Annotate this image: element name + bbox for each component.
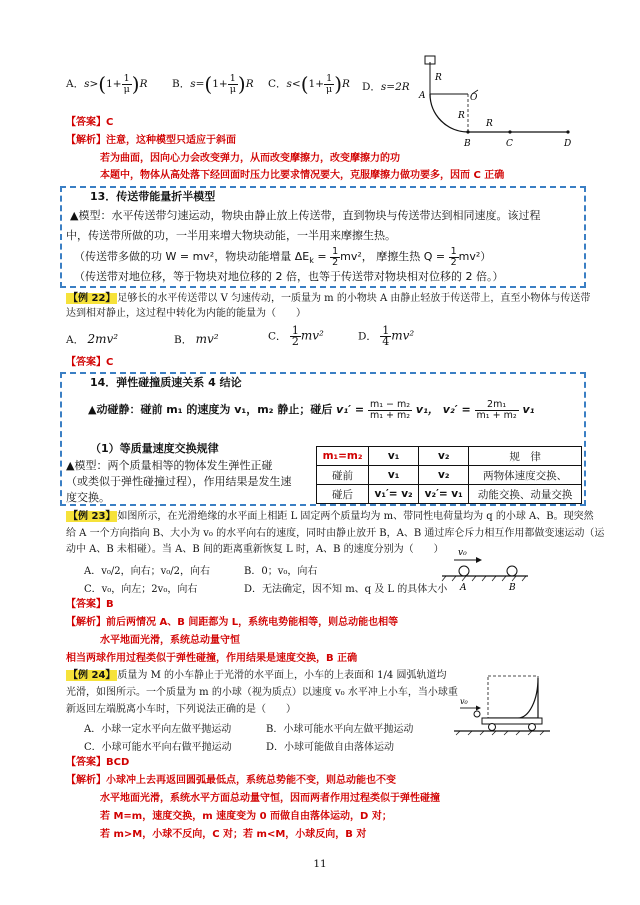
option-value: mv² [300, 328, 324, 343]
frac-den: μ [229, 83, 236, 95]
table-cell: v₂ [419, 466, 469, 485]
cart-arc-figure [452, 672, 552, 736]
label-r-top: R [435, 73, 442, 83]
box13-formula [74, 246, 491, 272]
table-header-cell: 规 律 [469, 447, 582, 466]
v1-prime: v₁′ = [336, 403, 365, 416]
label-c: C [506, 139, 513, 149]
table-row [317, 485, 582, 504]
table-header-cell: v₂ [419, 447, 469, 466]
table-cell: v₁′= v₂ [369, 485, 419, 504]
ex24-option-d: D．小球可能做自由落体运动 [266, 742, 395, 753]
ex24-line1 [66, 669, 446, 683]
frac-den: 2 [291, 335, 299, 348]
ex23-text: 如图所示，在光滑绝缘的水平面上相距 L 固定两个质量均为 m、带同性电荷量均为 q 的小球 A、B。现突然 [117, 511, 594, 522]
table-cell: 碰后 [317, 485, 369, 504]
page-number: 11 [313, 858, 327, 870]
box13-line4: （传送带对地位移，等于物块对地位移的 2 倍，也等于传送带对物块相对位移的 2 倍。） [74, 270, 504, 283]
table-cell: 动能交换、动量交换 [469, 485, 582, 504]
frac-num: 1 [291, 324, 299, 337]
ex22-option-d [358, 326, 414, 347]
frac-num: 1 [228, 74, 238, 85]
ex22-option-b [174, 332, 219, 347]
frac-den: m₁ + m₂ [476, 409, 517, 421]
example-tag: 【例 24】 [68, 670, 116, 681]
ex24-line3: 新返回左端脱离小车时，下列说法正确的是（ ） [66, 704, 296, 715]
option-label: A． [66, 334, 85, 346]
ex22-line2: 达到相对静止，这过程中转化为内能的能量为（ ） [66, 308, 306, 319]
option-label: C． [268, 78, 287, 90]
ex22-line1 [66, 292, 590, 306]
option-value: mv² [195, 332, 219, 346]
box14-model-2: （或类似于弹性碰撞过程），作用结果是发生速 [66, 475, 292, 488]
label-v0: v₀ [458, 548, 467, 558]
ex24-analysis-2: 水平地面光滑，系统水平方面总动量守恒，因而两者作用过程类似于弹性碰撞 [100, 793, 440, 804]
table-cell: 碰前 [317, 466, 369, 485]
frac-num: 1 [450, 245, 457, 257]
relation: s= [190, 78, 205, 90]
option-label: A． [66, 78, 85, 90]
ex24-analysis-3: 若 M=m，速度交换，m 速度变为 0 而做自由落体运动，D 对； [100, 811, 392, 822]
frac-num: m₁ − m₂ [369, 398, 411, 410]
ex24-analysis-4: 若 m>M，小球不反向，C 对；若 m<M，小球反向，B 对 [100, 829, 367, 840]
label-a: A [460, 583, 467, 592]
r: R [245, 78, 254, 90]
r: R [342, 78, 350, 90]
option-value: mv² [391, 328, 415, 343]
frac-num: 1 [324, 74, 334, 85]
box13-line1: ▲模型：水平传送带匀速运动，物块由静止放上传送带，直到物块与传送带达到相同速度。该过程 [70, 209, 541, 222]
ex23-option-d: D．无法确定，因不知 m、q 及 L 的具体大小 [244, 584, 448, 595]
label-d: D [564, 139, 572, 149]
label-b: B [509, 583, 516, 592]
velocity-exchange-table [316, 446, 582, 504]
option-label: D． [358, 330, 377, 343]
box13-line2: 中，传送带所做的功，一半用来增大物块动能，一半用来摩擦生热。 [66, 229, 396, 242]
ex23-option-a: A．v₀/2，向右；v₀/2，向右 [84, 566, 211, 577]
ex24-text: 质量为 M 的小车静止于光滑的水平面上，小车的上表面和 1/4 圆弧轨道均 [117, 670, 447, 681]
prev-option-d [362, 79, 410, 94]
ex24-option-b: B．小球可能水平向左做平抛运动 [266, 724, 414, 735]
ex23-analysis-2: 水平地面光滑，系统总动量守恒 [100, 635, 240, 646]
option-value: s=2R [380, 81, 410, 93]
prev-option-b: B．s=(1+ $\frac{1}{\mu}$ )R [172, 72, 254, 96]
box14-title: 14．弹性碰撞质速关系 4 结论 [90, 376, 242, 389]
ex23-option-b: B．0；v₀，向右 [244, 566, 318, 577]
label-a: A [419, 91, 426, 101]
box14-model-3: 度交换。 [66, 491, 110, 504]
frac-den: μ [123, 83, 130, 95]
one: 1+ [212, 78, 228, 90]
label-v0: v₀ [460, 697, 468, 706]
frac-den: 2 [450, 256, 457, 268]
frac-den: μ [326, 83, 333, 95]
ex24-option-a: A．小球一定水平向左做平抛运动 [84, 724, 232, 735]
box14-subtitle: （1）等质量速度交换规律 [90, 442, 219, 455]
box14-model-1: ▲模型：两个质量相等的物体发生弹性正碰 [66, 459, 273, 472]
ex23-line1 [66, 510, 594, 524]
one: 1+ [308, 78, 325, 90]
label-b: B [464, 139, 471, 149]
table-row [317, 447, 582, 466]
r: R [139, 78, 148, 90]
option-label: C． [268, 330, 287, 343]
formula-part-c: mv²， 摩擦生热 Q = [340, 250, 449, 263]
frac-num: 1 [122, 74, 132, 85]
table-cell: 两物体速度交换、 [469, 466, 582, 485]
option-label: B． [172, 78, 191, 90]
ex24-option-c: C．小球可能水平向右做平抛运动 [84, 742, 232, 753]
relation: s< [286, 78, 301, 90]
ex24-line2: 光滑，如图所示。一个质量为 m 的小球（视为质点）以速度 v₀ 水平冲上小车，当小球重 [66, 687, 458, 698]
prev-analysis-2: 若为曲面，因向心力会改变弹力，从而改变摩擦力，改变摩擦力的功 [100, 153, 400, 164]
prev-option-c: C．s<(1+ $\frac{1}{\mu}$ )R [268, 72, 350, 96]
formula-sub-k: k [309, 256, 314, 266]
frac-num: 1 [382, 324, 390, 337]
example-tag: 【例 22】 [68, 293, 116, 304]
v1: v₁， [415, 403, 439, 416]
one: 1+ [106, 78, 122, 90]
option-label: B． [174, 334, 193, 346]
ex24-answer: 【答案】BCD [66, 757, 130, 768]
table-header-cell: m₁=m₂ [317, 447, 369, 466]
frac-den: m₁ + m₂ [369, 409, 411, 421]
two-balls-figure [440, 546, 530, 592]
prev-answer: 【答案】C [66, 117, 114, 128]
v1: v₁ [522, 403, 535, 416]
example-tag: 【例 23】 [68, 511, 116, 522]
ex22-option-a [66, 332, 118, 347]
ex22-answer: 【答案】C [66, 357, 114, 368]
label-r-right: R [486, 119, 493, 129]
prev-analysis-3: 本题中，物体从高处落下经回面时压力比要求情况要大，克服摩擦力做功要多，因而 C 正确 [100, 170, 505, 181]
prev-option-a: A．s>(1+ $\frac{1}{\mu}$ )R [66, 72, 148, 96]
box14-formula [88, 396, 535, 424]
v2-prime: v₂′ = [442, 403, 471, 416]
label-o: O [470, 93, 478, 103]
prev-analysis-1: 【解析】注意，这种模型只适应于斜面 [66, 135, 236, 146]
ex22-option-c [268, 326, 324, 347]
ex23-line3: 动中 A、B 未相碰）。当 A、B 间的距离重新恢复 L 时，A、B 的速度分别为（ ） [66, 544, 444, 555]
formula-intro: ▲动碰静：碰前 m₁ 的速度为 v₁，m₂ 静止；碰后 [88, 403, 333, 416]
quarter-circle-track-figure [410, 52, 580, 162]
table-cell: v₂′= v₁ [419, 485, 469, 504]
box13-title: 13．传送带能量折半模型 [90, 190, 216, 203]
formula-part-a: （传送带多做的功 W = mv²，物块动能增量 ΔE [74, 250, 310, 263]
relation: s> [84, 78, 99, 90]
table-cell: v₁ [369, 466, 419, 485]
ex23-answer: 【答案】B [66, 599, 114, 610]
frac-num: 2m₁ [475, 400, 519, 411]
frac-den: 4 [382, 335, 390, 348]
ex22-text: 足够长的水平传送带以 V 匀速传动，一质量为 m 的小物块 A 由静止轻放于传送带上，直至小物体与传送带 [117, 293, 591, 304]
label-r-mid: R [458, 111, 465, 121]
frac-den: 2 [332, 256, 339, 268]
formula-eq: = [313, 250, 331, 263]
ex23-analysis-1: 【解析】前后两情况 A、B 间距都为 L，系统电势能相等，则总动能也相等 [66, 617, 399, 628]
ex24-analysis-1: 【解析】小球冲上去再返回圆弧最低点，系统总势能不变，则总动能也不变 [66, 775, 396, 786]
ex23-line2: 给 A 一个方向指向 B、大小为 v₀ 的水平向右的速度，同时由静止放开 B，A、B 通过库仑斥力相互作用都做变速运动（运 [66, 528, 605, 539]
ex23-analysis-3: 相当两球作用过程类似于弹性碰撞，作用结果是速度交换，B 正确 [66, 653, 358, 664]
formula-part-d: mv²） [458, 250, 492, 263]
frac-num: 1 [332, 245, 339, 257]
ex23-option-c: C．v₀，向左；2v₀，向右 [84, 584, 198, 595]
option-value: 2mv² [87, 332, 119, 346]
table-row [317, 466, 582, 485]
table-header-cell: v₁ [369, 447, 419, 466]
option-label: D． [362, 81, 381, 93]
